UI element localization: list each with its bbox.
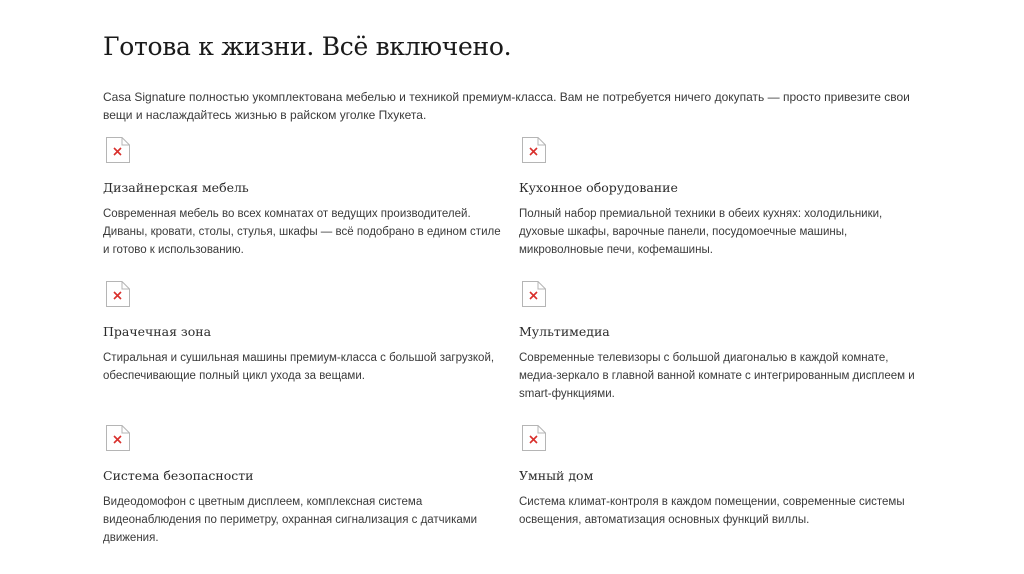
feature-text: Система климат-контроля в каждом помещении, современные системы освещения, автоматизация основных функций виллы.: [519, 496, 905, 526]
feature-title: Система безопасности: [103, 468, 254, 483]
feature-text: Современная мебель во всех комнатах от ведущих производителей. Диваны, кровати, столы, стулья, шкафы — всё подобрано в едином стиле и готово к использованию.: [103, 208, 501, 256]
feature-kitchen: [519, 136, 929, 259]
intro-paragraph: Casa Signature полностью укомплектована мебелью и техникой премиум-класса. Вам не потребуется ничего докупать — просто привезите свои вещи и наслаждайтесь жизнью в райском уголке Пхукета.: [103, 90, 910, 122]
broken-image-icon: [521, 280, 547, 308]
feature-title: Мультимедиа: [519, 324, 610, 339]
feature-text: Современные телевизоры с большой диагональю в каждой комнате, медиа-зеркало в главной ванной комнате с интегрированным дисплеем и smart-функциями.: [519, 352, 915, 400]
feature-security: [103, 424, 503, 547]
feature-smart-home: [519, 424, 929, 529]
broken-image-icon: [521, 136, 547, 164]
feature-text: Видеодомофон с цветным дисплеем, комплексная система видеонаблюдения по периметру, охранная сигнализация с датчиками движения.: [103, 496, 478, 544]
feature-title: Прачечная зона: [103, 324, 212, 339]
broken-image-icon: [105, 136, 131, 164]
broken-image-icon: [521, 424, 547, 452]
feature-multimedia: [519, 280, 929, 403]
feature-title: Кухонное оборудование: [519, 180, 678, 195]
page-title: Готова к жизни. Всё включено.: [103, 32, 512, 61]
feature-text: Стиральная и сушильная машины премиум-класса с большой загрузкой, обеспечивающие полный цикл ухода за вещами.: [103, 352, 495, 382]
broken-image-icon: [105, 424, 131, 452]
feature-text: Полный набор премиальной техники в обеих кухнях: холодильники, духовые шкафы, варочные панели, посудомоечные машины, микроволновые печи, кофемашины.: [519, 208, 883, 256]
feature-title: Умный дом: [519, 468, 594, 483]
feature-furniture: [103, 136, 503, 259]
broken-image-icon: [105, 280, 131, 308]
feature-laundry: [103, 280, 503, 385]
feature-title: Дизайнерская мебель: [103, 180, 249, 195]
